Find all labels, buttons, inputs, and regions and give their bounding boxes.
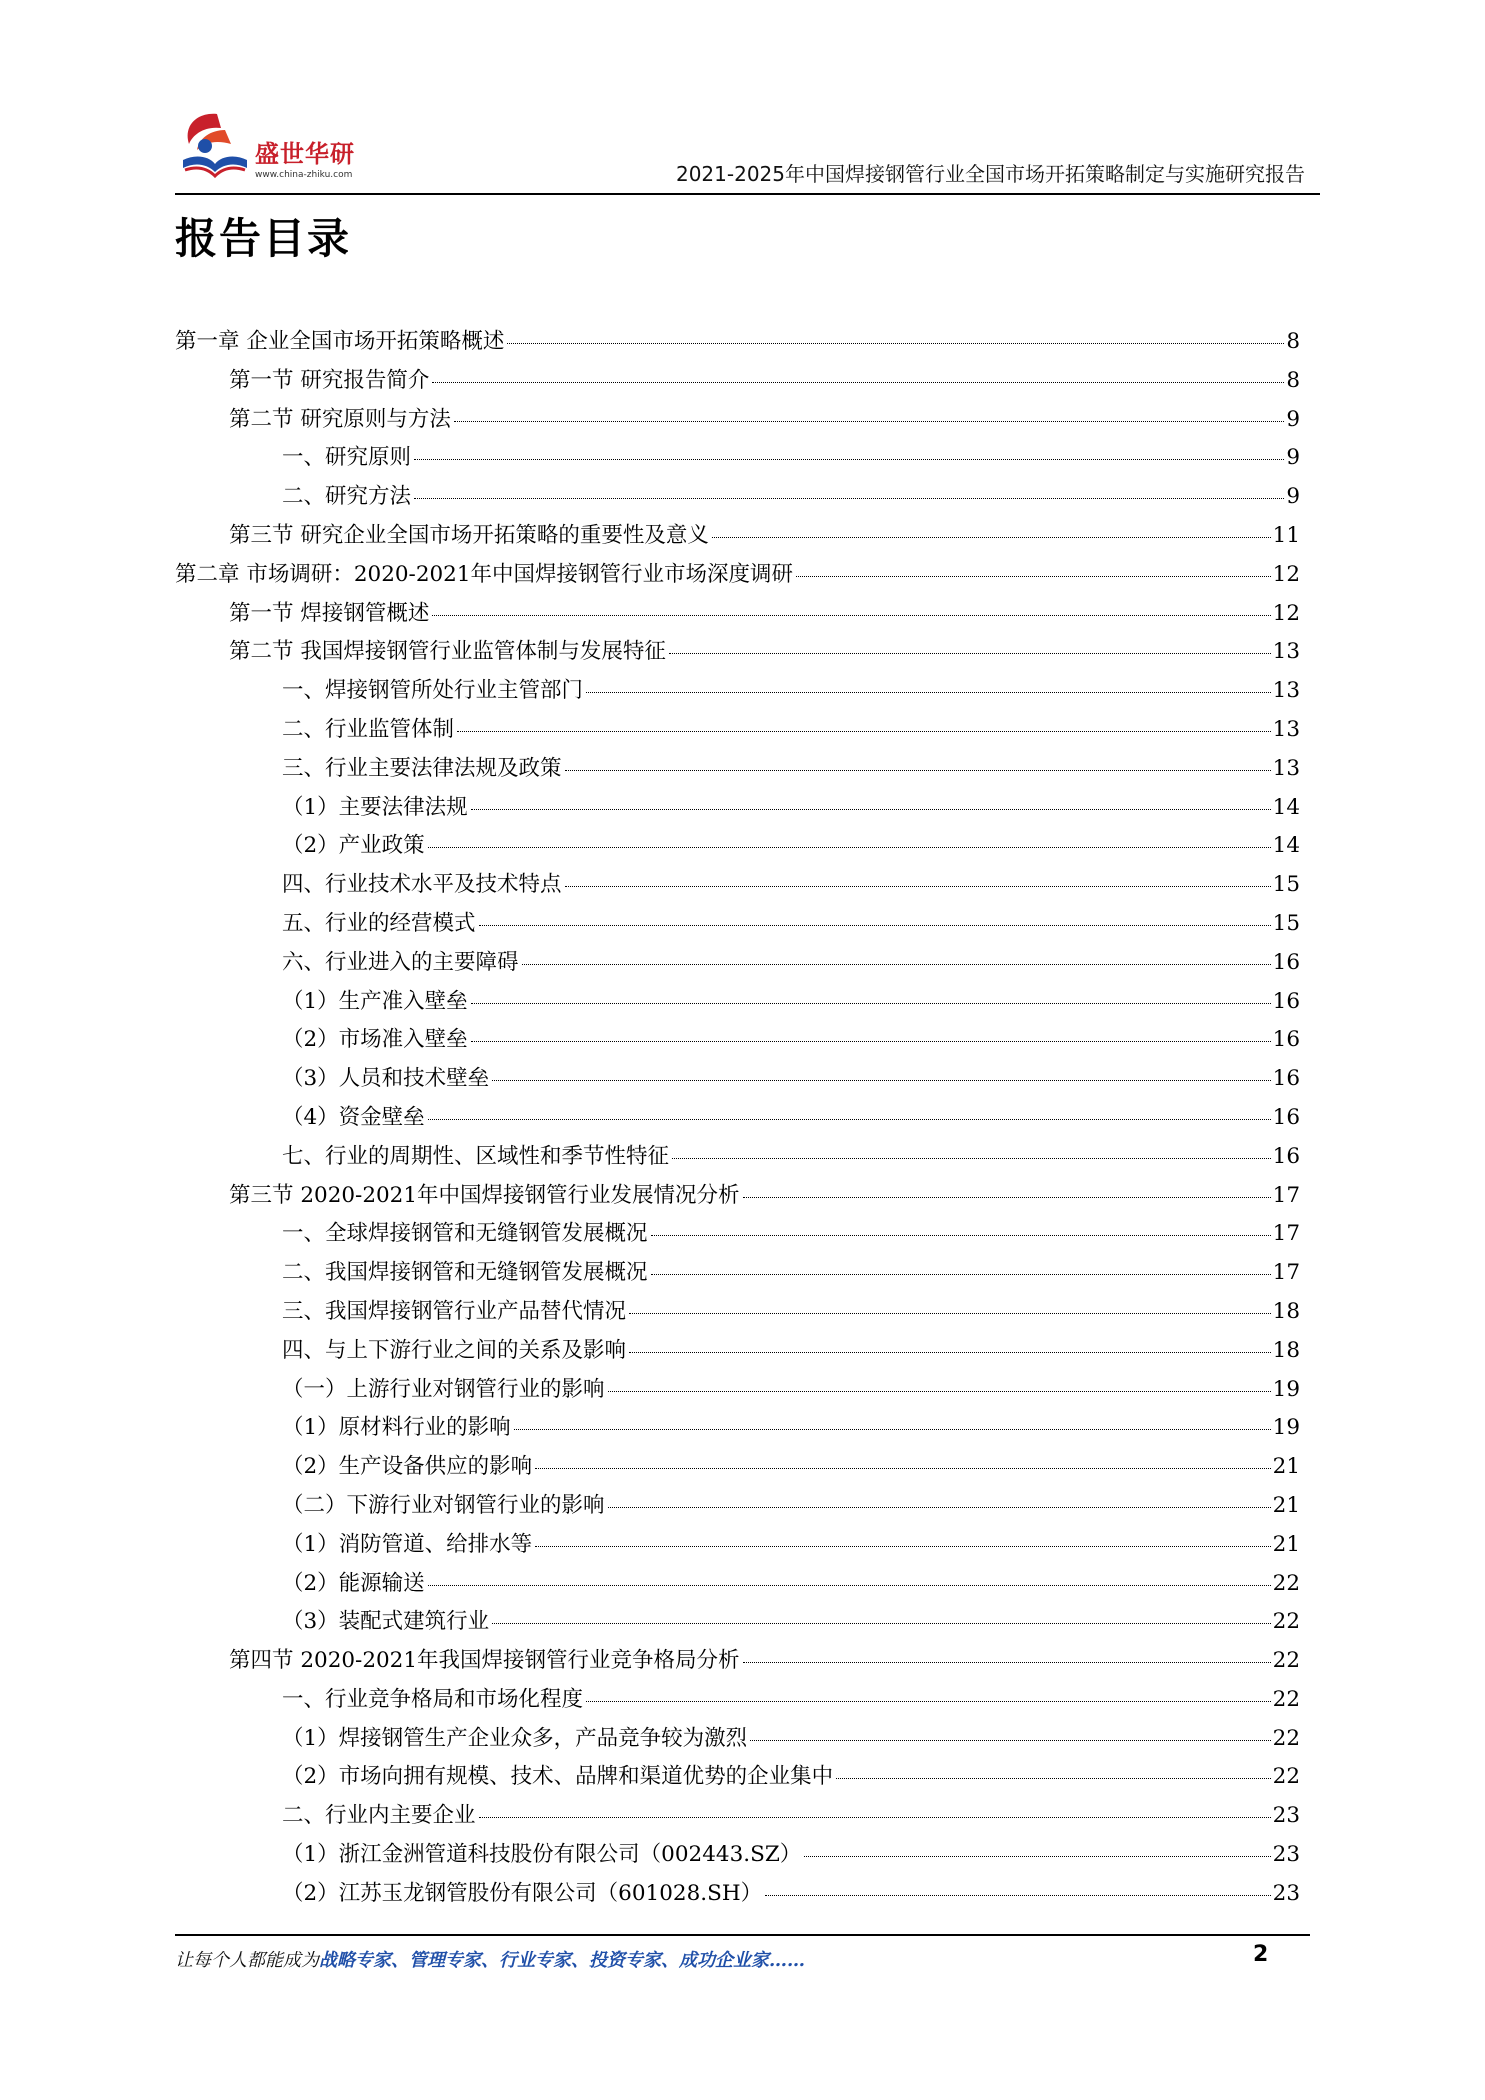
- toc-entry[interactable]: [175, 751, 1300, 790]
- toc-entry-page: 22: [1272, 1609, 1300, 1635]
- toc-entry[interactable]: [175, 1410, 1300, 1449]
- toc-leader-dots: [428, 847, 1271, 848]
- toc-entry[interactable]: [175, 363, 1300, 402]
- toc-leader-dots: [651, 1235, 1271, 1236]
- toc-entry-page: 22: [1272, 1764, 1300, 1790]
- toc-entry-page: 9: [1286, 484, 1300, 510]
- toc-entry-title: 第二节 我国焊接钢管行业监管体制与发展特征: [229, 639, 666, 665]
- toc-entry[interactable]: [175, 1643, 1300, 1682]
- toc-leader-dots: [765, 1895, 1271, 1896]
- document-title: 2021-2025年中国焊接钢管行业全国市场开拓策略制定与实施研究报告: [675, 162, 1305, 186]
- toc-entry-page: 22: [1272, 1648, 1300, 1674]
- toc-leader-dots: [586, 1701, 1271, 1702]
- toc-entry[interactable]: [175, 479, 1300, 518]
- toc-entry[interactable]: [175, 1721, 1300, 1760]
- toc-leader-dots: [507, 343, 1284, 344]
- toc-entry-title: 第一章 企业全国市场开拓策略概述: [175, 329, 505, 354]
- header-divider: [175, 193, 1320, 195]
- toc-entry-title: 三、行业主要法律法规及政策: [282, 755, 562, 781]
- footer-divider: [175, 1934, 1310, 1936]
- toc-leader-dots: [471, 1003, 1271, 1004]
- toc-entry-page: 16: [1272, 988, 1300, 1014]
- toc-leader-dots: [471, 809, 1271, 810]
- toc-entry-page: 14: [1272, 794, 1300, 820]
- toc-entry-title: 一、焊接钢管所处行业主管部门: [282, 678, 584, 704]
- toc-entry-title: （2）市场准入壁垒: [282, 1027, 468, 1053]
- toc-entry-title: 三、我国焊接钢管行业产品替代情况: [282, 1298, 627, 1324]
- toc-entry-page: 14: [1272, 833, 1300, 859]
- toc-entry-page: 13: [1272, 639, 1300, 665]
- toc-entry-page: 12: [1272, 561, 1300, 587]
- toc-entry-title: 四、与上下游行业之间的关系及影响: [282, 1337, 627, 1363]
- toc-entry-page: 18: [1272, 1298, 1300, 1324]
- toc-leader-dots: [479, 925, 1271, 926]
- logo-url: www.china-zhiku.com: [255, 170, 353, 180]
- toc-entry-page: 13: [1272, 716, 1300, 742]
- toc-entry-title: 二、研究方法: [282, 484, 412, 510]
- toc-leader-dots: [428, 1119, 1271, 1120]
- toc-leader-dots: [535, 1546, 1270, 1547]
- toc-entry-title: （2）市场向拥有规模、技术、品牌和渠道优势的企业集中: [282, 1764, 834, 1790]
- toc-entry-title: 七、行业的周期性、区域性和季节性特征: [282, 1143, 670, 1169]
- table-of-contents: [175, 324, 1300, 1915]
- toc-entry[interactable]: [175, 1604, 1300, 1643]
- toc-entry-page: 9: [1286, 445, 1300, 471]
- toc-entry-title: 二、我国焊接钢管和无缝钢管发展概况: [282, 1260, 648, 1286]
- toc-entry-title: 一、行业竞争格局和市场化程度: [282, 1686, 584, 1712]
- toc-entry[interactable]: [175, 1255, 1300, 1294]
- toc-entry[interactable]: [175, 790, 1300, 829]
- toc-leader-dots: [565, 770, 1271, 771]
- page-title: 报告目录: [175, 214, 352, 263]
- toc-entry[interactable]: [175, 1527, 1300, 1566]
- toc-entry-page: 13: [1272, 678, 1300, 704]
- toc-entry[interactable]: [175, 1759, 1300, 1798]
- toc-entry-page: 16: [1272, 1143, 1300, 1169]
- toc-entry-title: 四、行业技术水平及技术特点: [282, 872, 562, 898]
- page-number: 2: [1253, 1942, 1269, 1967]
- toc-entry-title: 第四节 2020-2021年我国焊接钢管行业竞争格局分析: [229, 1648, 740, 1674]
- toc-entry-page: 17: [1272, 1182, 1300, 1208]
- toc-entry-page: 16: [1272, 1027, 1300, 1053]
- toc-leader-dots: [669, 653, 1271, 654]
- footer-slogan: [175, 1946, 805, 1972]
- toc-entry[interactable]: [175, 557, 1300, 596]
- toc-leader-dots: [743, 1197, 1271, 1198]
- toc-entry[interactable]: [175, 867, 1300, 906]
- toc-entry-page: 19: [1272, 1415, 1300, 1441]
- toc-entry-page: 18: [1272, 1337, 1300, 1363]
- toc-entry-title: 第三节 研究企业全国市场开拓策略的重要性及意义: [229, 522, 709, 548]
- toc-leader-dots: [804, 1856, 1270, 1857]
- toc-entry-title: （1）焊接钢管生产企业众多，产品竞争较为激烈: [282, 1725, 748, 1751]
- toc-entry[interactable]: [175, 1216, 1300, 1255]
- toc-leader-dots: [629, 1313, 1271, 1314]
- toc-entry-title: 一、全球焊接钢管和无缝钢管发展概况: [282, 1221, 648, 1247]
- company-logo: [175, 104, 385, 194]
- toc-entry[interactable]: [175, 634, 1300, 673]
- toc-leader-dots: [414, 498, 1284, 499]
- toc-entry[interactable]: [175, 1139, 1300, 1178]
- toc-leader-dots: [492, 1623, 1270, 1624]
- toc-entry-title: （二）下游行业对钢管行业的影响: [282, 1492, 605, 1518]
- toc-entry-title: （一）上游行业对钢管行业的影响: [282, 1376, 605, 1402]
- toc-entry[interactable]: [175, 1100, 1300, 1139]
- toc-entry-title: 第二节 研究原则与方法: [229, 406, 451, 432]
- toc-entry-page: 16: [1272, 949, 1300, 975]
- toc-leader-dots: [565, 886, 1271, 887]
- toc-entry[interactable]: [175, 1488, 1300, 1527]
- toc-entry[interactable]: [175, 440, 1300, 479]
- logo-emblem-icon: [175, 104, 255, 194]
- toc-leader-dots: [454, 421, 1284, 422]
- toc-entry-page: 15: [1272, 910, 1300, 936]
- toc-leader-dots: [586, 692, 1271, 693]
- toc-entry-title: 六、行业进入的主要障碍: [282, 949, 519, 975]
- toc-entry-page: 22: [1272, 1570, 1300, 1596]
- toc-entry-page: 13: [1272, 755, 1300, 781]
- toc-entry[interactable]: [175, 324, 1300, 363]
- toc-entry-title: 第一节 研究报告简介: [229, 367, 430, 393]
- toc-entry-title: （2）生产设备供应的影响: [282, 1454, 533, 1480]
- toc-leader-dots: [629, 1352, 1271, 1353]
- toc-entry-page: 22: [1272, 1725, 1300, 1751]
- toc-leader-dots: [522, 964, 1271, 965]
- toc-entry-page: 8: [1286, 367, 1300, 393]
- toc-leader-dots: [608, 1507, 1271, 1508]
- toc-entry[interactable]: [175, 1294, 1300, 1333]
- toc-entry[interactable]: [175, 906, 1300, 945]
- toc-entry-title: 一、研究原则: [282, 445, 412, 471]
- toc-entry[interactable]: [175, 1372, 1300, 1411]
- toc-entry[interactable]: [175, 402, 1300, 441]
- toc-entry[interactable]: [175, 1333, 1300, 1372]
- toc-entry-page: 23: [1272, 1880, 1300, 1906]
- toc-leader-dots: [471, 1041, 1271, 1042]
- toc-leader-dots: [712, 537, 1271, 538]
- toc-leader-dots: [796, 576, 1271, 577]
- toc-entry-title: （3）装配式建筑行业: [282, 1609, 490, 1635]
- toc-leader-dots: [432, 615, 1270, 616]
- toc-entry[interactable]: [175, 1449, 1300, 1488]
- toc-entry-title: 第二章 市场调研：2020-2021年中国焊接钢管行业市场深度调研: [175, 561, 794, 587]
- toc-entry[interactable]: [175, 1798, 1300, 1837]
- toc-entry-title: （4）资金壁垒: [282, 1104, 425, 1130]
- toc-leader-dots: [608, 1391, 1271, 1392]
- toc-entry[interactable]: [175, 1061, 1300, 1100]
- toc-entry[interactable]: [175, 1682, 1300, 1721]
- page-header: [175, 100, 1320, 200]
- toc-leader-dots: [836, 1778, 1270, 1779]
- toc-entry[interactable]: [175, 828, 1300, 867]
- toc-entry-title: 二、行业监管体制: [282, 716, 455, 742]
- toc-entry[interactable]: [175, 673, 1300, 712]
- toc-entry-page: 15: [1272, 872, 1300, 898]
- toc-entry-title: （2）能源输送: [282, 1570, 425, 1596]
- toc-entry[interactable]: [175, 945, 1300, 984]
- toc-entry[interactable]: [175, 1566, 1300, 1605]
- toc-entry-page: 21: [1272, 1492, 1300, 1518]
- toc-entry-page: 12: [1272, 600, 1300, 626]
- toc-entry[interactable]: [175, 1837, 1300, 1876]
- toc-entry-title: （3）人员和技术壁垒: [282, 1066, 490, 1092]
- toc-entry-page: 8: [1286, 329, 1300, 354]
- toc-entry-title: 五、行业的经营模式: [282, 910, 476, 936]
- toc-entry-page: 17: [1272, 1260, 1300, 1286]
- toc-leader-dots: [428, 1585, 1271, 1586]
- toc-entry-page: 17: [1272, 1221, 1300, 1247]
- toc-entry-title: （1）主要法律法规: [282, 794, 468, 820]
- toc-leader-dots: [651, 1274, 1271, 1275]
- slogan-prefix: 让每个人都能成为: [175, 1950, 319, 1971]
- toc-entry[interactable]: [175, 984, 1300, 1023]
- toc-entry[interactable]: [175, 596, 1300, 635]
- toc-entry-page: 22: [1272, 1686, 1300, 1712]
- toc-leader-dots: [672, 1158, 1271, 1159]
- toc-entry[interactable]: [175, 1178, 1300, 1217]
- toc-leader-dots: [457, 731, 1271, 732]
- toc-leader-dots: [432, 382, 1284, 383]
- toc-entry[interactable]: [175, 1022, 1300, 1061]
- toc-entry-title: 第三节 2020-2021年中国焊接钢管行业发展情况分析: [229, 1182, 740, 1208]
- toc-entry-title: （1）消防管道、给排水等: [282, 1531, 533, 1557]
- toc-entry-page: 9: [1286, 406, 1300, 432]
- toc-leader-dots: [414, 459, 1284, 460]
- toc-leader-dots: [479, 1817, 1271, 1818]
- logo-name: 盛世华研: [255, 140, 355, 168]
- toc-entry-page: 21: [1272, 1454, 1300, 1480]
- toc-entry-page: 23: [1272, 1842, 1300, 1868]
- toc-leader-dots: [514, 1429, 1271, 1430]
- toc-entry-title: 二、行业内主要企业: [282, 1803, 476, 1829]
- toc-entry-page: 16: [1272, 1066, 1300, 1092]
- toc-entry-title: 第一节 焊接钢管概述: [229, 600, 430, 626]
- toc-entry-title: （2）江苏玉龙钢管股份有限公司（601028.SH）: [282, 1880, 763, 1906]
- toc-entry-page: 19: [1272, 1376, 1300, 1402]
- toc-leader-dots: [492, 1080, 1270, 1081]
- toc-entry-title: （1）生产准入壁垒: [282, 988, 468, 1014]
- toc-entry-page: 11: [1272, 522, 1300, 548]
- toc-entry-title: （1）原材料行业的影响: [282, 1415, 511, 1441]
- toc-entry-title: （1）浙江金洲管道科技股份有限公司（002443.SZ）: [282, 1842, 802, 1868]
- toc-entry[interactable]: [175, 1876, 1300, 1915]
- toc-entry[interactable]: [175, 518, 1300, 557]
- toc-entry-page: 21: [1272, 1531, 1300, 1557]
- toc-entry-title: （2）产业政策: [282, 833, 425, 859]
- slogan-highlight: 战略专家、管理专家、行业专家、投资专家、成功企业家……: [319, 1950, 805, 1971]
- toc-leader-dots: [743, 1662, 1271, 1663]
- toc-leader-dots: [535, 1468, 1270, 1469]
- toc-entry-page: 23: [1272, 1803, 1300, 1829]
- toc-leader-dots: [750, 1740, 1270, 1741]
- toc-entry-page: 16: [1272, 1104, 1300, 1130]
- toc-entry[interactable]: [175, 712, 1300, 751]
